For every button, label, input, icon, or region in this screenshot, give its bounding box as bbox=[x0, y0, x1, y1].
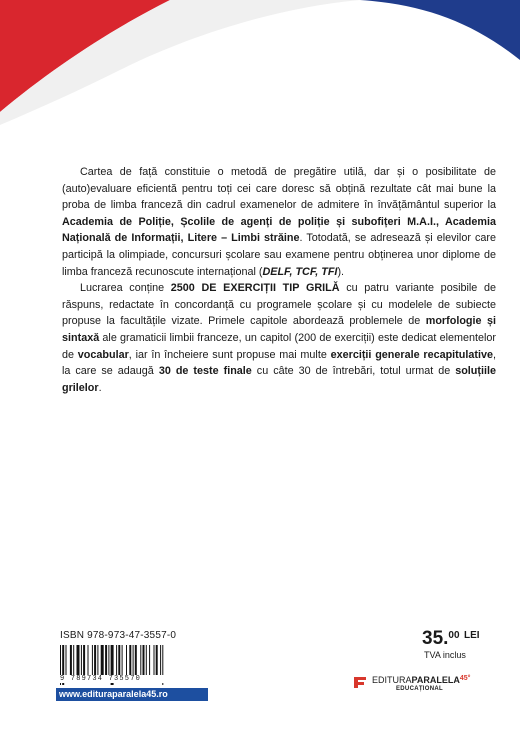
isbn-label: ISBN 978-973-47-3557-0 bbox=[60, 630, 177, 641]
publisher-name-main: PARALELA bbox=[411, 675, 460, 685]
emphasis-text: 30 de teste finale bbox=[158, 365, 252, 378]
emphasis-text: 2500 DE EXERCIȚII TIP GRILĂ bbox=[170, 282, 340, 295]
publisher-website[interactable]: www.edituraparalela45.ro bbox=[56, 688, 208, 701]
body-text: ale gramaticii limbii franceze, un capitol (200 de exerciții) este dedicat elementelor de bbox=[62, 331, 496, 361]
body-text: . Totodată, se adresează și elevilor care participă la olimpiade, concursuri școlare sau examene pentru obținerea unor diplome de limba franceză recunoscute internațional ( bbox=[62, 232, 496, 278]
emphasis-text: exerciții generale recapitulative bbox=[330, 348, 493, 361]
body-text: cu câte 30 de întrebări, totul urmat de bbox=[251, 365, 456, 378]
price-cents: 00 bbox=[448, 630, 460, 641]
publisher-name-number: 45° bbox=[459, 675, 471, 682]
publisher-subtitle: EDUCAȚIONAL bbox=[396, 686, 443, 692]
price-main: 35. bbox=[422, 628, 449, 649]
emphasis-text: soluțiile grilelor bbox=[62, 365, 496, 394]
publisher-name bbox=[372, 675, 470, 685]
barcode-digits: 9 789734 735570 bbox=[58, 675, 212, 683]
publisher-name-prefix: EDITURA bbox=[372, 675, 412, 685]
body-text: , la care se adaugă bbox=[62, 348, 496, 378]
body-text: ). bbox=[337, 265, 345, 278]
price-currency: LEI bbox=[464, 630, 480, 641]
tricolor-flag-band bbox=[0, 0, 520, 140]
price bbox=[422, 628, 480, 650]
description-paragraph-2 bbox=[62, 280, 496, 396]
emphasis-text: DELF, TCF, TFI bbox=[262, 265, 338, 278]
emphasis-text: Academia de Poliție, Școlile de agenți de poliție și subofițeri M.A.I., Academia Națională de Informații, Litere – Limbi străine bbox=[62, 215, 496, 245]
body-text: . bbox=[98, 381, 102, 394]
body-text: Lucrarea conține bbox=[80, 282, 171, 295]
emphasis-text: vocabular bbox=[77, 348, 129, 361]
publisher-logo-block bbox=[352, 672, 472, 694]
body-text: Cartea de față constituie o metodă de pregătire utilă, dar și o posibilitate de (auto)evaluare eficientă pentru toți cei care doresc să obțină rezultate cât mai bune la proba de limba franceză din cadrul examenelor de admitere în învățământul superior la bbox=[62, 166, 496, 212]
body-text: , iar în încheiere sunt propuse mai multe bbox=[128, 348, 331, 361]
emphasis-text bbox=[262, 266, 337, 278]
vat-note: TVA inclus bbox=[424, 650, 466, 660]
back-cover-description bbox=[62, 164, 496, 396]
emphasis-text: morfologie și sintaxă bbox=[62, 315, 496, 344]
publisher-logo-icon bbox=[352, 674, 368, 690]
body-text: cu patru variante posibile de răspuns, redactate în concordanță cu programele școlare și cu modelele de subiecte propuse la facultățile vizate. Primele capitole abordează problemele de bbox=[62, 282, 496, 328]
description-paragraph-1 bbox=[62, 164, 496, 280]
